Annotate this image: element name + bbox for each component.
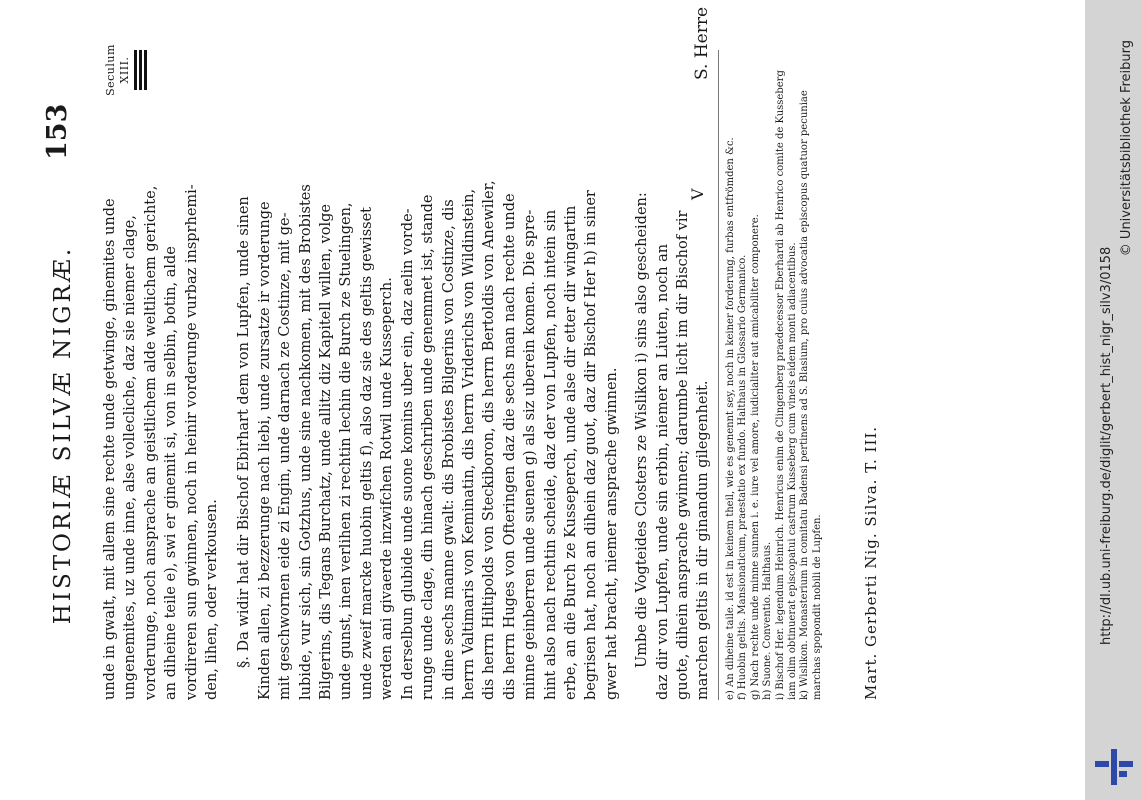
body-line: runge unde clage, din hinach geschriben unde genemmet ist, stande <box>420 194 437 700</box>
footnote: i) Bischof Her. legendum Heinrich. Henricus enim de Clingenberg praedecessor Eberhardi ab Henrico comite de Kusseberg iam olim obtinuerat episcopatui castrum Kusseberg cum vineis eidem monti adiacentibus. <box>774 70 799 700</box>
catchword: S. Herre <box>692 6 712 80</box>
logo-bar-right <box>1119 761 1133 767</box>
footnotes <box>725 50 824 700</box>
body-line: in dine sechs manne gwalt: dis Brobistes Bilgerins von Costinze, dis <box>440 199 457 700</box>
logo-bar-left <box>1095 761 1109 767</box>
viewer-sidebar <box>1085 0 1142 800</box>
footnote: f) Huobin geltis. Mansionaticum, praestatio ex fundo. Halthaus in Glossario Germanico. <box>737 254 749 700</box>
body-line: In derselbun glubide unde suone komins uber ein, daz aelin vorde- <box>399 208 416 700</box>
body-line: hint also nach rechtin scheide, daz der von Lupfen, noch intein sin <box>542 209 559 700</box>
body-line: erbe, an die Burch ze Kusseperch, unde alse dir etter dir wingartin <box>562 205 579 700</box>
footnote: e) An diheine taile. id est in keinem theil, wie es genennt sey, noch in keiner forderung, furbas entfrömden &c. <box>725 137 736 700</box>
body-line: werden ani givaerde inzwifchen Rotwil unde Kusseperch. <box>379 277 396 700</box>
body-line: Umbe die Vogteides Closters ze Wislikon i) sins also gescheiden: <box>634 192 651 668</box>
body-text <box>100 50 714 700</box>
margin-note-line1: Seculum <box>104 44 117 96</box>
body-line: begrisen hat, noch an dihein daz guot, daz dir Bischof Her h) in siner <box>583 190 600 700</box>
margin-note-line2: XIII. <box>118 56 131 84</box>
body-line: ungenemites, uz unde inne, alse vollecliche, daz sie niemer clage, <box>122 215 139 700</box>
body-line: marchen geltis in dir ginandun gilegenheit. <box>695 380 712 700</box>
body-line: dis herrn Hiltipolds von Steckiboron, dis herrn Bertoldis von Anewiler, <box>481 180 498 700</box>
body-line: vordireren sun gwinnen, noch in heinir vorderunge vurbaz insprhemi- <box>183 184 200 700</box>
logo-bar-vertical <box>1111 749 1117 785</box>
sidebar-vertical-text <box>1085 0 1142 800</box>
footnote: h) Suone. Conventio. Halthaus. <box>762 541 774 700</box>
page-header-title: HISTORIÆ SILVÆ NIGRÆ. <box>50 245 76 625</box>
page-footer: Mart. Gerberti Nig. Silva. T. III. <box>862 425 880 700</box>
body-line: vorderunge, noch ansprache an geistlichem alde weltlichem gerichte, <box>142 185 159 700</box>
body-line: minne geinberren unde suenen g) als siz uberein komen. Die spre- <box>522 209 539 700</box>
body-line: unde gunst, inen verlihen zi rechtin lechin die Burch ze Stuelingen, <box>338 202 355 700</box>
body-line: gwer hat bracht, niemer ansprache gwinnen. <box>603 367 620 700</box>
body-line: §. Da widir hat dir Bischof Ebirhart dem von Lupfen, unde sinen <box>236 196 253 668</box>
body-line: dis herrn Huges von Ofteringen daz die sechs man nach rechte unde <box>501 193 518 700</box>
body-line: an diheine teile e), swi er ginemit si, von in selbin, botin, alde <box>163 246 180 700</box>
source-url[interactable]: http://dl.ub.uni-freiburg.de/diglit/gerbert_hist_nigr_silv3/0158 <box>1099 246 1114 645</box>
body-line: den, lihen, oder verkousen. <box>204 499 221 700</box>
footnote: g) Nach rechte unde minne sunnen i. e. iure vel amore, iudicialiter aut amicabiliter componere. <box>749 214 761 700</box>
body-line: daz dir von Lupfen, unde sin erbin, niemer an Liuten, noch an <box>654 243 671 700</box>
body-line: unde in gwalt, mit allem sine rechte unde getwinge, ginemites unde <box>102 198 118 700</box>
footnote-divider <box>718 50 719 700</box>
body-line: guote, dihein ansprache gwinnen; darumbe licht im dir Bischof vir <box>674 210 691 700</box>
library-logo-icon[interactable] <box>1093 747 1135 787</box>
footnote: k) Wislikon. Monasterium in comitatu Badensi pertinens ad S. Blasium, pro cuius advocatia episcopus quatuor pecuniae marchas spopondit nobili de Lupfen. <box>799 90 823 700</box>
signature-mark: V <box>688 188 707 200</box>
body-line: herrn Valtimaris von Keminatin, dis herrn Vriderichs von Wildinstein, <box>460 188 477 700</box>
page-number: 153 <box>42 103 73 160</box>
body-line: Bilgerins, dis Tegans Burchatz, unde allitz diz Kapitell willen, volge <box>318 203 335 700</box>
body-line: lubide, vur sich, sin Gotzhus, unde sine nachkomen, mit des Brobistes <box>297 184 314 700</box>
logo-bar-right-lower <box>1119 771 1127 777</box>
body-line: unde zweif marcke huobin geltis f), also daz sie des geltis gewisset <box>358 207 375 700</box>
body-line: mit geschwornen eide zi Engin, unde darnach ze Costinze, mit ge- <box>277 212 294 700</box>
body-line: Kinden allen, zi bezzerunge nach liebi, unde zursatze ir vorderunge <box>256 201 273 700</box>
copyright-notice: © Universitätsbibliothek Freiburg <box>1119 40 1134 257</box>
